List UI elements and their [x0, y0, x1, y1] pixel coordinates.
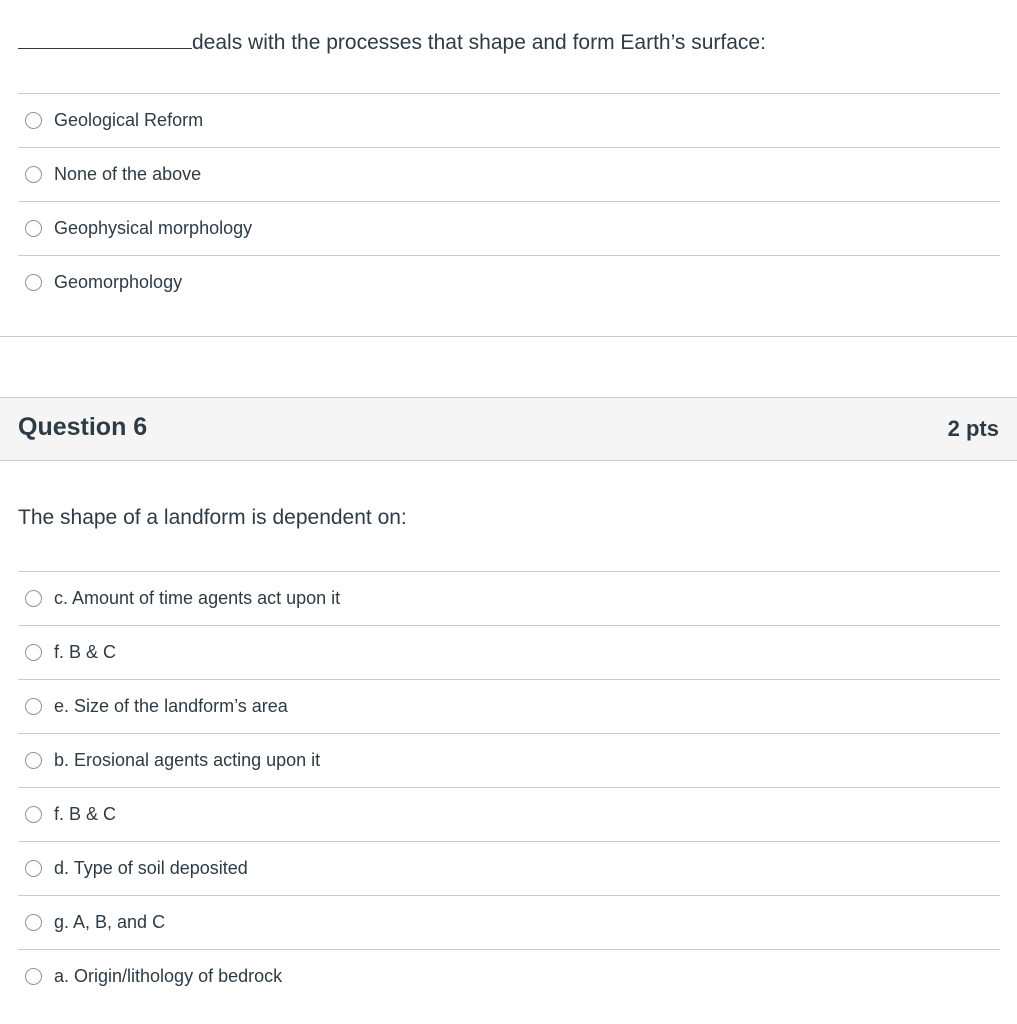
answer-label: e. Size of the landform’s area — [54, 696, 288, 716]
question-6-header — [0, 397, 1017, 461]
radio-button[interactable] — [25, 806, 42, 823]
question-5-prompt-text: deals with the processes that shape and form Earth’s surface: — [192, 31, 766, 54]
answer-label: None of the above — [54, 164, 202, 184]
answer-option[interactable] — [18, 256, 1000, 309]
answer-option[interactable] — [18, 680, 1000, 734]
radio-button[interactable] — [25, 914, 42, 931]
answer-option[interactable] — [18, 950, 1000, 1003]
answer-label: f. B & C — [54, 804, 117, 824]
answer-label: Geological Reform — [54, 110, 204, 130]
answer-option[interactable] — [18, 896, 1000, 950]
radio-button[interactable] — [25, 752, 42, 769]
radio-button[interactable] — [25, 590, 42, 607]
radio-button[interactable] — [25, 220, 42, 237]
question-5-answers — [18, 93, 1000, 309]
answer-label: d. Type of soil deposited — [54, 858, 248, 878]
radio-button[interactable] — [25, 698, 42, 715]
question-5-prompt — [18, 28, 766, 58]
answer-label: a. Origin/lithology of bedrock — [54, 966, 283, 986]
question-title: Question 6 — [18, 413, 148, 441]
radio-button[interactable] — [25, 968, 42, 985]
answer-option[interactable] — [18, 626, 1000, 680]
answer-option[interactable] — [18, 734, 1000, 788]
radio-button[interactable] — [25, 166, 42, 183]
question-points: 2 pts — [947, 416, 999, 441]
answer-label: b. Erosional agents acting upon it — [54, 750, 321, 770]
answer-option[interactable] — [18, 572, 1000, 626]
answer-option[interactable] — [18, 788, 1000, 842]
radio-button[interactable] — [25, 860, 42, 877]
answer-label: f. B & C — [54, 642, 117, 662]
radio-button[interactable] — [25, 274, 42, 291]
question-divider — [0, 336, 1017, 337]
answer-option[interactable] — [18, 202, 1000, 256]
answer-option[interactable] — [18, 94, 1000, 148]
answer-label: Geophysical morphology — [54, 218, 253, 238]
radio-button[interactable] — [25, 112, 42, 129]
question-6-answers — [18, 571, 1000, 1003]
answer-label: g. A, B, and C — [54, 912, 166, 932]
question-6-prompt: The shape of a landform is dependent on: — [18, 506, 407, 529]
answer-label: Geomorphology — [54, 272, 183, 292]
radio-button[interactable] — [25, 644, 42, 661]
answer-option[interactable] — [18, 148, 1000, 202]
fill-in-blank-line — [18, 28, 192, 49]
answer-label: c. Amount of time agents act upon it — [54, 588, 341, 608]
answer-option[interactable] — [18, 842, 1000, 896]
